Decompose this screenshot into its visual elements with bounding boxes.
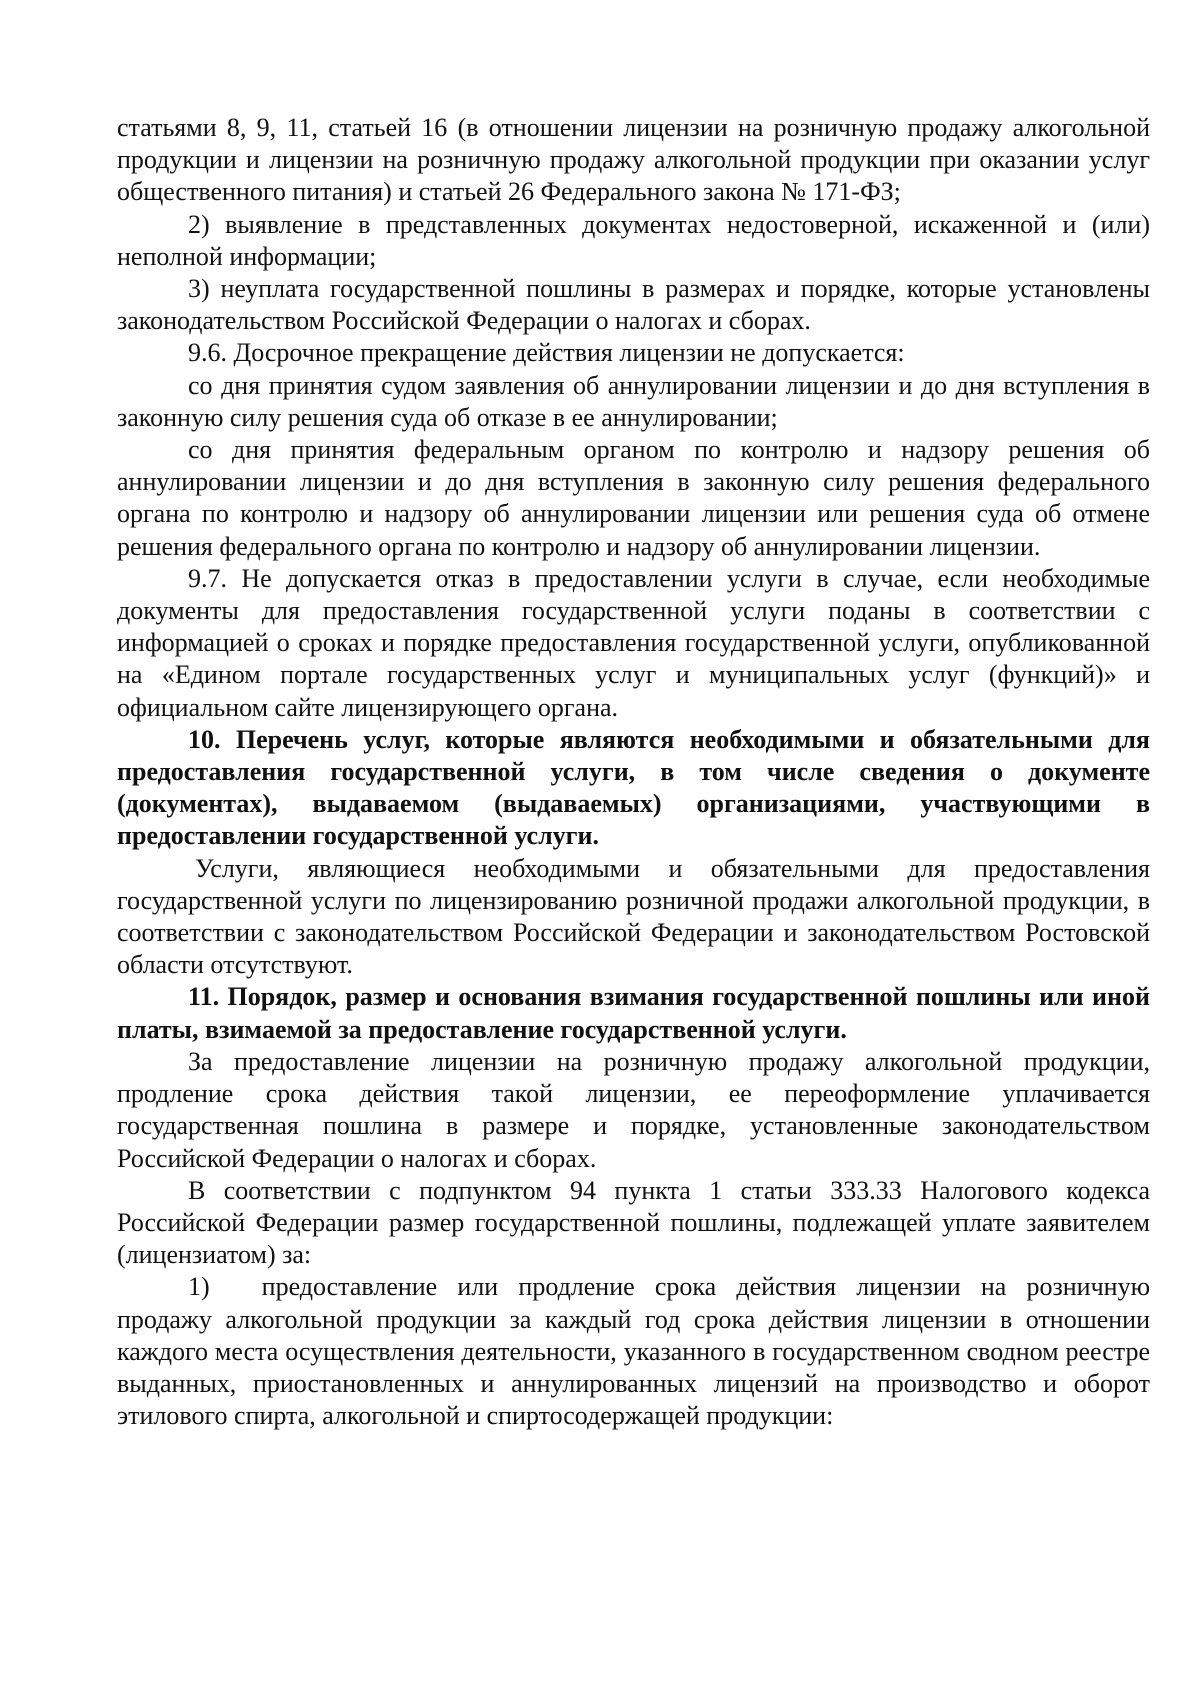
paragraph-section-10-body: Услуги, являющиеся необходимыми и обязательными для предоставления государственной услуги по лицензированию розничной продажи алкогольной продукции, в соответствии с законодательством Российской Федерации и законодательством Ростовской области отсутствуют. [117, 853, 1150, 980]
paragraph-9-7: 9.7. Не допускается отказ в предоставлении услуги в случае, если необходимые документы для предоставления государственной услуги поданы в соответствии с информацией о сроках и порядке предоставления государственной услуги, опубликованной на «Едином портале государственных услуг и муниципальных услуг (функций)» и официальном сайте лицензирующего органа. [117, 563, 1150, 722]
paragraph-list-item-3: 3) неуплата государственной пошлины в размерах и порядке, которые установлены законодательством Российской Федерации о налогах и сборах. [117, 274, 1150, 336]
section-heading-11: 11. Порядок, размер и основания взимания государственной пошлины или иной платы, взимаемой за предоставление государственной услуги. [117, 982, 1150, 1044]
paragraph-9-6-item-2: со дня принятия федеральным органом по контролю и надзору решения об аннулировании лицензии и до дня вступления в законную силу решения федерального органа по контролю и надзору об аннулировании лицензии или решения суда об отмене решения федерального органа по контролю и надзору об аннулировании лицензии. [117, 435, 1150, 561]
paragraph-list-item-2: 2) выявление в представленных документах недостоверной, искаженной и (или) неполной информации; [117, 209, 1150, 271]
paragraph-section-11-item-1: 1) предоставление или продление срока действия лицензии на розничную продажу алкогольной продукции за каждый год срока действия лицензии в отношении каждого места осуществления деятельности, указанного в государственном сводном реестре выданных, приостановленных и аннулированных лицензий на производство и оборот этилового спирта, алкогольной и спиртосодержащей продукции: [117, 1272, 1150, 1431]
paragraph-section-11-body-1: За предоставление лицензии на розничную продажу алкогольной продукции, продление срока действия такой лицензии, ее переоформление уплачивается государственная пошлина в размере и порядке, установленные законодательством Российской Федерации о налогах и сборах. [117, 1046, 1150, 1173]
section-heading-10: 10. Перечень услуг, которые являются необходимыми и обязательными для предоставления государственной услуги, в том числе сведения о документе (документах), выдаваемом (выдаваемых) организациями, участвующими в предоставлении государственной услуги. [117, 724, 1150, 851]
paragraph-9-6: 9.6. Досрочное прекращение действия лицензии не допускается: [188, 338, 905, 368]
paragraph-9-6-item-1: со дня принятия судом заявления об аннулировании лицензии и до дня вступления в законную силу решения суда об отказе в ее аннулировании; [117, 370, 1150, 432]
document-page [117, 112, 1150, 1432]
paragraph-continuation-list-item-1: статьями 8, 9, 11, статьей 16 (в отношении лицензии на розничную продажу алкогольной продукции и лицензии на розничную продажу алкогольной продукции при оказании услуг общественного питания) и статьей 26 Федерального закона № 171-ФЗ; [117, 113, 1150, 207]
paragraph-section-11-body-2: В соответствии с подпунктом 94 пункта 1 статьи 333.33 Налогового кодекса Российской Федерации размер государственной пошлины, подлежащей уплате заявителем (лицензиатом) за: [117, 1175, 1150, 1270]
